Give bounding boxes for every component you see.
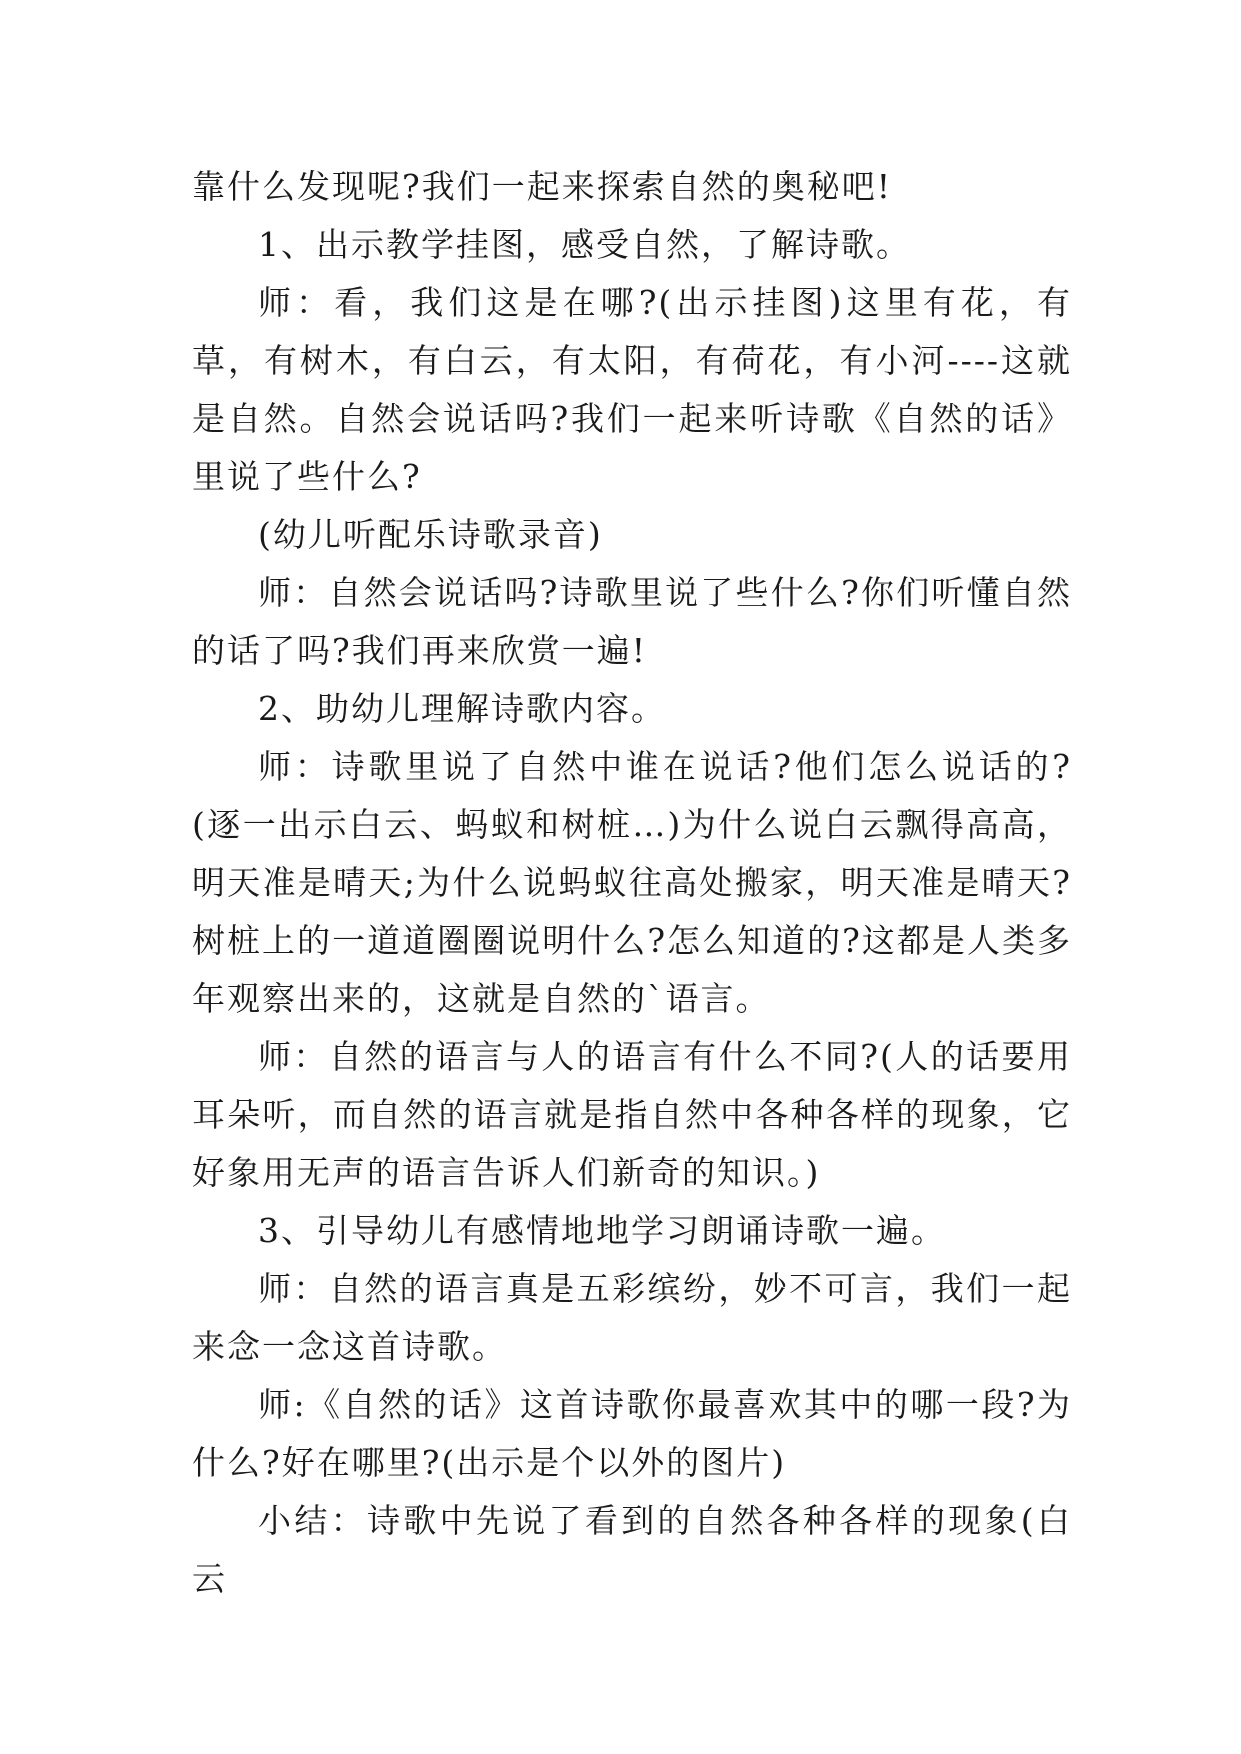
paragraph: 师：自然会说话吗?诗歌里说了些什么?你们听懂自然的话了吗?我们再来欣赏一遍!	[192, 573, 1072, 670]
document-body	[192, 158, 1072, 1608]
paragraph: 师：自然的语言与人的语言有什么不同?(人的话要用耳朵听，而自然的语言就是指自然中各种各样的现象，它好象用无声的语言告诉人们新奇的知识。)	[192, 1037, 1072, 1192]
paragraph: 1、出示教学挂图，感受自然，了解诗歌。	[258, 225, 911, 264]
paragraph: (幼儿听配乐诗歌录音)	[258, 515, 603, 554]
paragraph: 师：诗歌里说了自然中谁在说话?他们怎么说话的?(逐一出示白云、蚂蚁和树桩…)为什么说白云飘得高高，明天准是晴天;为什么说蚂蚁往高处搬家，明天准是晴天?树桩上的一道道圈圈说明什么?怎么知道的?这都是人类多年观察出来的，这就是自然的`语言。	[192, 747, 1072, 1018]
paragraph: 靠什么发现呢?我们一起来探索自然的奥秘吧!	[192, 167, 892, 206]
paragraph: 师：看，我们这是在哪?(出示挂图)这里有花，有草，有树木，有白云，有太阳，有荷花，有小河----这就是自然。自然会说话吗?我们一起来听诗歌《自然的话》里说了些什么?	[192, 283, 1072, 496]
paragraph: 小结：诗歌中先说了看到的自然各种各样的现象(白云	[192, 1501, 1072, 1598]
paragraph: 师:《自然的话》这首诗歌你最喜欢其中的哪一段?为什么?好在哪里?(出示是个以外的图片)	[192, 1385, 1072, 1482]
paragraph: 3、引导幼儿有感情地地学习朗诵诗歌一遍。	[258, 1211, 946, 1250]
paragraph: 2、助幼儿理解诗歌内容。	[258, 689, 666, 728]
paragraph: 师：自然的语言真是五彩缤纷，妙不可言，我们一起来念一念这首诗歌。	[192, 1269, 1072, 1366]
